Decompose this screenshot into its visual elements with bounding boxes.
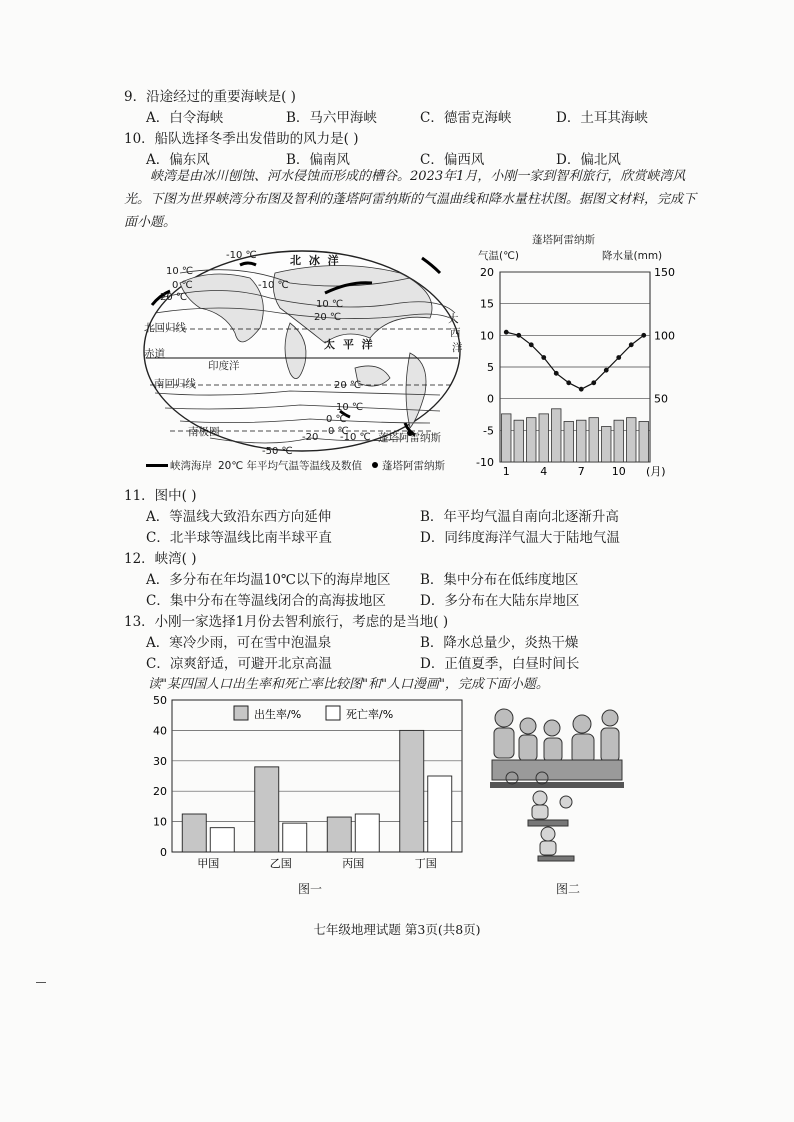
- y-tick-label: 10: [153, 815, 167, 829]
- y2-tick-label: 150: [654, 266, 675, 279]
- temp-point: [604, 368, 609, 373]
- legend-isotherm: 20℃ 年平均气温等温线及数值: [218, 460, 362, 472]
- pop-bar: [327, 817, 351, 852]
- y-tick-label: 10: [480, 329, 494, 343]
- q12-option-a: A．多分布在年均温10℃以下的海岸地区: [146, 572, 391, 588]
- precip-bar: [564, 421, 574, 462]
- y-tick-label: 40: [153, 724, 167, 738]
- precip-bar: [614, 420, 624, 462]
- legend-swatch-birth: [234, 706, 248, 720]
- y-tick-label: 20: [153, 785, 167, 799]
- iso-label: -50 ℃: [262, 446, 293, 457]
- fjord-legend-swatch: [146, 464, 168, 467]
- temp-point: [516, 333, 521, 338]
- map-label-atlantic-a: 大: [448, 313, 459, 325]
- map-label-atlantic-c: 洋: [452, 342, 463, 354]
- precip-bar: [602, 427, 612, 462]
- y-tick-label: -5: [483, 424, 494, 438]
- temp-point: [641, 333, 646, 338]
- pop-bar: [182, 814, 206, 852]
- passage-population: 读"某四国人口出生率和死亡率比较图"和"人口漫画"，完成下面小题。: [148, 677, 549, 692]
- legend-birth: 出生率/%: [254, 708, 302, 721]
- precip-bar: [627, 418, 637, 462]
- q9-option-d: D．土耳其海峡: [556, 110, 648, 126]
- map-label-equator: 赤道: [144, 348, 165, 360]
- page-footer: 七年级地理试题 第3页(共8页): [313, 922, 481, 937]
- iso-label: 10 ℃: [166, 266, 194, 277]
- temp-point: [616, 355, 621, 360]
- temp-line: [506, 332, 644, 389]
- q12-option-c: C．集中分布在等温线闭合的高海拔地区: [146, 593, 386, 609]
- y2-tick-label: 100: [654, 329, 675, 343]
- q10-option-c: C．偏西风: [420, 152, 485, 168]
- precip-bar: [514, 420, 524, 462]
- margin-mark: [36, 982, 46, 983]
- precip-bar: [639, 421, 649, 462]
- q9-stem: 9．沿途经过的重要海峡是( ): [124, 89, 296, 105]
- map-label-indian: 印度洋: [208, 360, 240, 372]
- map-label-city: 蓬塔阿雷纳斯: [378, 432, 441, 444]
- iso-label: 10 ℃: [336, 402, 364, 413]
- x-tick-label: 1: [502, 465, 510, 478]
- precip-bar: [577, 420, 587, 462]
- q9-option-a: A．白令海峡: [146, 110, 224, 126]
- pop-bar: [428, 776, 452, 852]
- q12-stem: 12．峡湾( ): [124, 551, 197, 567]
- precip-bar: [502, 414, 512, 462]
- q10-option-a: A．偏东风: [146, 152, 210, 168]
- y-tick-label: 30: [153, 754, 167, 768]
- iso-label: 10 ℃: [316, 299, 344, 310]
- x-tick-label: 10: [611, 465, 626, 478]
- x-tick-label: 4: [540, 465, 548, 478]
- temp-point: [629, 342, 634, 347]
- legend-city: 蓬塔阿雷纳斯: [382, 460, 445, 472]
- climate-right-label: 降水量(mm): [602, 250, 663, 262]
- climate-left-label: 气温(℃): [478, 250, 519, 262]
- iso-label: -10 ℃: [226, 250, 257, 261]
- map-label-polar-s: 南极圈: [188, 426, 220, 438]
- temp-point: [566, 380, 571, 385]
- legend-death: 死亡率/%: [346, 708, 394, 721]
- iso-label: -10 ℃: [258, 280, 289, 291]
- legend-swatch-death: [326, 706, 340, 720]
- y-tick-label: 5: [487, 361, 494, 374]
- iso-label: 0 ℃: [326, 414, 347, 425]
- q10-stem: 10．船队选择冬季出发借助的风力是( ): [124, 131, 359, 147]
- q12-option-d: D．多分布在大陆东岸地区: [420, 593, 580, 609]
- precip-bar: [527, 418, 537, 462]
- map-label-pacific: 太 平 洋: [324, 338, 375, 351]
- iso-label: 20 ℃: [160, 292, 188, 303]
- map-label-arctic-ocean: 北 冰 洋: [290, 254, 341, 267]
- iso-label: -10 ℃: [340, 432, 371, 443]
- q9-option-c: C．德雷克海峡: [420, 110, 512, 126]
- pop-bar: [400, 730, 424, 852]
- y-tick-label: 15: [480, 297, 494, 311]
- temp-point: [504, 330, 509, 335]
- iso-label: 20 ℃: [314, 312, 342, 323]
- population-cartoon: [482, 698, 632, 868]
- map-label-tropic-s: 南回归线: [154, 378, 196, 390]
- x-tick-label: 丁国: [414, 857, 437, 870]
- y-tick-label: -10: [476, 456, 494, 469]
- temp-point: [554, 371, 559, 376]
- q13-option-a: A．寒冷少雨，可在雪中泡温泉: [146, 635, 332, 651]
- temp-point: [541, 355, 546, 360]
- city-legend-icon: [372, 462, 378, 468]
- x-tick-label: 甲国: [197, 857, 220, 870]
- q13-option-d: D．正值夏季，白昼时间长: [420, 656, 580, 672]
- y-tick-label: 50: [153, 694, 167, 707]
- pop-bar: [283, 823, 307, 852]
- pop-bar: [255, 767, 279, 852]
- q10-option-d: D．偏北风: [556, 152, 621, 168]
- iso-label: 0 ℃: [328, 426, 349, 437]
- iso-label: 20 ℃: [334, 380, 362, 391]
- y-tick-label: 20: [480, 266, 494, 279]
- iso-label: -20: [302, 432, 319, 443]
- climate-title: 蓬塔阿雷纳斯: [532, 234, 595, 246]
- pop-bar: [355, 814, 379, 852]
- temp-point: [591, 380, 596, 385]
- q11-stem: 11．图中( ): [124, 488, 197, 504]
- x-unit-label: (月): [646, 465, 666, 478]
- temp-point: [579, 387, 584, 392]
- fig2-caption: 图二: [556, 882, 581, 896]
- q12-option-b: B．集中分布在低纬度地区: [420, 572, 579, 588]
- iso-label: 0 ℃: [172, 280, 193, 291]
- map-label-tropic-n: 北回归线: [144, 322, 186, 334]
- fig1-caption: 图一: [298, 882, 323, 896]
- q11-option-c: C．北半球等温线比南半球平直: [146, 530, 332, 546]
- q11-option-a: A．等温线大致沿东西方向延伸: [146, 509, 332, 525]
- x-tick-label: 7: [577, 465, 585, 478]
- q13-option-b: B．降水总量少，炎热干燥: [420, 635, 579, 651]
- q13-stem: 13．小刚一家选择1月份去智利旅行，考虑的是当地( ): [124, 614, 449, 630]
- precip-bar: [539, 414, 549, 462]
- x-tick-label: 丙国: [342, 857, 365, 870]
- x-tick-label: 乙国: [269, 857, 292, 870]
- y-tick-label: 0: [160, 846, 167, 859]
- y-tick-label: 0: [487, 392, 494, 406]
- q11-option-b: B．年平均气温自南向北逐渐升高: [420, 509, 619, 525]
- population-bar-chart: [150, 692, 470, 872]
- q13-option-c: C．凉爽舒适，可避开北京高温: [146, 656, 332, 672]
- temp-point: [529, 342, 534, 347]
- precip-bar: [552, 409, 562, 462]
- climate-chart: [470, 262, 680, 484]
- q10-option-b: B．偏南风: [286, 152, 350, 168]
- q9-option-b: B．马六甲海峡: [286, 110, 377, 126]
- y2-tick-label: 50: [654, 392, 668, 406]
- passage-fjord: 峡湾是由冰川刨蚀、河水侵蚀而形成的槽谷。2023年1月，小刚一家到智利旅行，欣赏峡湾风光。下图为世界峡湾分布图及智利的蓬塔阿雷纳斯的气温曲线和降水量柱状图。据图文材料，完成下面小题。: [124, 169, 697, 230]
- map-label-atlantic-b: 西: [450, 327, 461, 339]
- pop-bar: [210, 828, 234, 852]
- legend-fjord: 峡湾海岸: [170, 460, 212, 472]
- q11-option-d: D．同纬度海洋气温大于陆地气温: [420, 530, 620, 546]
- precip-bar: [589, 418, 599, 462]
